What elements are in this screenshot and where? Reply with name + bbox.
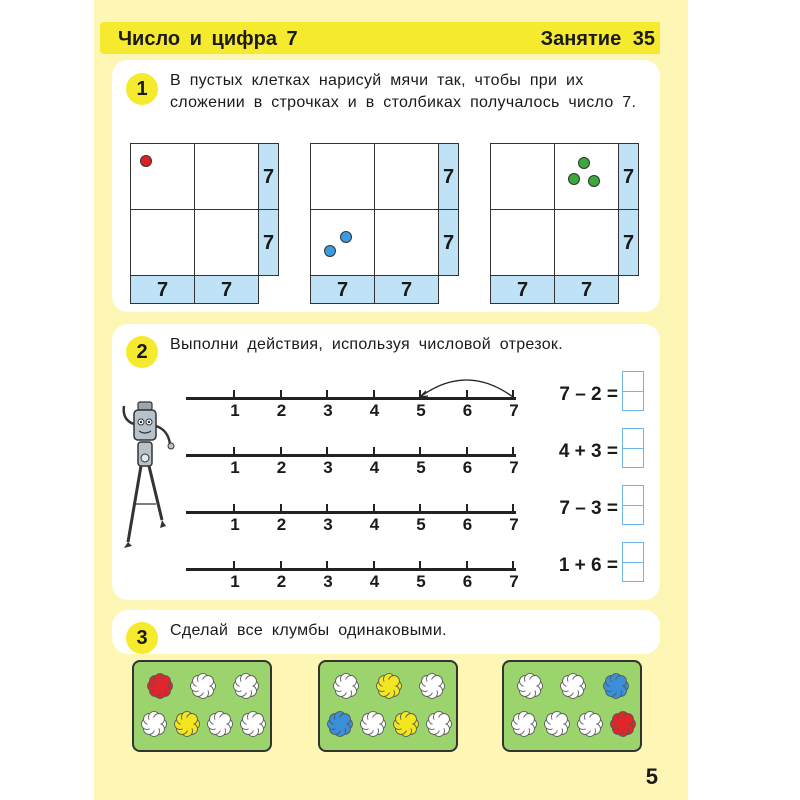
tick-label: 5 (416, 572, 426, 591)
number-line (186, 383, 518, 423)
flower-icon[interactable] (510, 710, 538, 738)
tick-mark (280, 504, 282, 514)
tick-mark (466, 504, 468, 514)
tick-mark (373, 561, 375, 571)
task2-number-badge: 2 (126, 336, 158, 368)
flower-icon[interactable] (559, 672, 587, 700)
tick-label: 6 (462, 458, 473, 477)
flower-icon[interactable] (206, 710, 234, 738)
flower-icon[interactable] (375, 672, 403, 700)
grid-cell[interactable] (130, 143, 195, 210)
tick-label: 5 (416, 401, 426, 420)
tick-mark (326, 504, 328, 514)
row-sum: 7 (618, 209, 639, 276)
grid-cell[interactable] (130, 209, 195, 276)
ball-drawing (568, 173, 580, 185)
grid-cell[interactable] (194, 209, 259, 276)
flower-bed (132, 660, 272, 752)
flower-icon[interactable] (418, 672, 446, 700)
page-number: 5 (645, 764, 658, 789)
tick-mark (419, 561, 421, 571)
tick-mark (233, 504, 235, 514)
math-expression: 1 + 6 = (558, 555, 618, 576)
task1-number-badge: 1 (126, 73, 158, 105)
tick-mark (419, 447, 421, 457)
tick-mark (326, 447, 328, 457)
tick-label: 3 (323, 458, 333, 477)
tick-mark (466, 447, 468, 457)
tick-label: 3 (323, 572, 333, 591)
grid-cell[interactable] (490, 209, 555, 276)
task1-instructions: В пустых клетках нарисуй мячи так, чтобы при их сложении в строчках и в столбиках получалось число 7. (170, 72, 637, 111)
flower-icon[interactable] (543, 710, 571, 738)
tick-label: 1 (230, 401, 240, 420)
grid-cell[interactable] (374, 209, 439, 276)
ball-drawing (140, 155, 152, 167)
grid-cell[interactable] (194, 143, 259, 210)
row-sum: 7 (618, 143, 639, 210)
tick-label: 7 (509, 401, 519, 420)
grid-cell[interactable] (554, 209, 619, 276)
ball-drawing (340, 231, 352, 243)
flower-icon[interactable] (332, 672, 360, 700)
tick-label: 5 (416, 458, 426, 477)
grid-cell[interactable] (310, 209, 375, 276)
flower-icon[interactable] (609, 710, 637, 738)
tick-label: 1 (230, 572, 240, 591)
math-expression: 7 – 2 = (559, 384, 618, 405)
answer-box[interactable] (622, 485, 644, 525)
flower-icon[interactable] (576, 710, 604, 738)
tick-label: 1 (230, 515, 240, 534)
tick-label: 4 (369, 458, 380, 477)
task2-instructions: Выполни действия, используя числовой отрезок. (170, 336, 563, 353)
task3-instructions: Сделай все клумбы одинаковыми. (170, 622, 447, 639)
tick-label: 2 (276, 401, 287, 420)
answer-box[interactable] (622, 371, 644, 411)
grid-cell[interactable] (554, 143, 619, 210)
tick-label: 4 (369, 572, 380, 591)
page-title: Число и цифра 7 (118, 28, 298, 50)
tick-label: 6 (462, 515, 473, 534)
tick-label: 3 (323, 401, 333, 420)
tick-label: 6 (462, 572, 473, 591)
column-sum: 7 (490, 275, 555, 304)
tick-mark (512, 504, 514, 514)
ball-drawing (588, 175, 600, 187)
lesson-label: Занятие 35 (540, 28, 655, 50)
tick-label: 2 (276, 572, 287, 591)
tick-mark (233, 561, 235, 571)
flower-icon[interactable] (173, 710, 201, 738)
column-sum: 7 (374, 275, 439, 304)
tick-label: 4 (369, 401, 380, 420)
flower-icon[interactable] (146, 672, 174, 700)
grid-cell[interactable] (490, 143, 555, 210)
column-sum: 7 (130, 275, 195, 304)
tick-label: 6 (462, 401, 473, 420)
row-sum: 7 (258, 209, 279, 276)
column-sum: 7 (194, 275, 259, 304)
tick-mark (512, 561, 514, 571)
tick-label: 2 (276, 515, 287, 534)
flower-icon[interactable] (232, 672, 260, 700)
flower-icon[interactable] (516, 672, 544, 700)
tick-mark (233, 447, 235, 457)
tick-mark (280, 447, 282, 457)
number-line (186, 497, 518, 537)
row-sum: 7 (438, 143, 459, 210)
tick-label: 2 (276, 458, 287, 477)
flower-icon[interactable] (239, 710, 267, 738)
ball-drawing (578, 157, 590, 169)
grid-cell[interactable] (310, 143, 375, 210)
flower-icon[interactable] (359, 710, 387, 738)
column-sum: 7 (554, 275, 619, 304)
tick-label: 1 (230, 458, 240, 477)
grid-cell[interactable] (374, 143, 439, 210)
flower-bed (502, 660, 642, 752)
flower-icon[interactable] (602, 672, 630, 700)
tick-label: 7 (509, 515, 519, 534)
tick-label: 4 (369, 515, 380, 534)
row-sum: 7 (258, 143, 279, 210)
tick-mark (466, 561, 468, 571)
tick-mark (373, 447, 375, 457)
flower-icon[interactable] (425, 710, 453, 738)
flower-bed (318, 660, 458, 752)
robot-compass-illustration (116, 400, 188, 550)
number-line (186, 554, 518, 594)
row-sum: 7 (438, 209, 459, 276)
flower-icon[interactable] (189, 672, 217, 700)
flower-icon[interactable] (392, 710, 420, 738)
tick-label: 5 (416, 515, 426, 534)
flower-icon[interactable] (140, 710, 168, 738)
answer-box[interactable] (622, 428, 644, 468)
tick-label: 7 (509, 572, 519, 591)
math-expression: 4 + 3 = (558, 441, 618, 462)
column-sum: 7 (310, 275, 375, 304)
math-expression: 7 – 3 = (559, 498, 618, 519)
tick-mark (326, 561, 328, 571)
tick-mark (419, 504, 421, 514)
answer-box[interactable] (622, 542, 644, 582)
tick-mark (373, 504, 375, 514)
tick-label: 3 (323, 515, 333, 534)
ball-drawing (324, 245, 336, 257)
tick-mark (280, 561, 282, 571)
tick-mark (512, 447, 514, 457)
jump-arc (186, 369, 518, 401)
flower-icon[interactable] (326, 710, 354, 738)
tick-label: 7 (509, 458, 519, 477)
task3-number-badge: 3 (126, 622, 158, 654)
number-line (186, 440, 518, 480)
